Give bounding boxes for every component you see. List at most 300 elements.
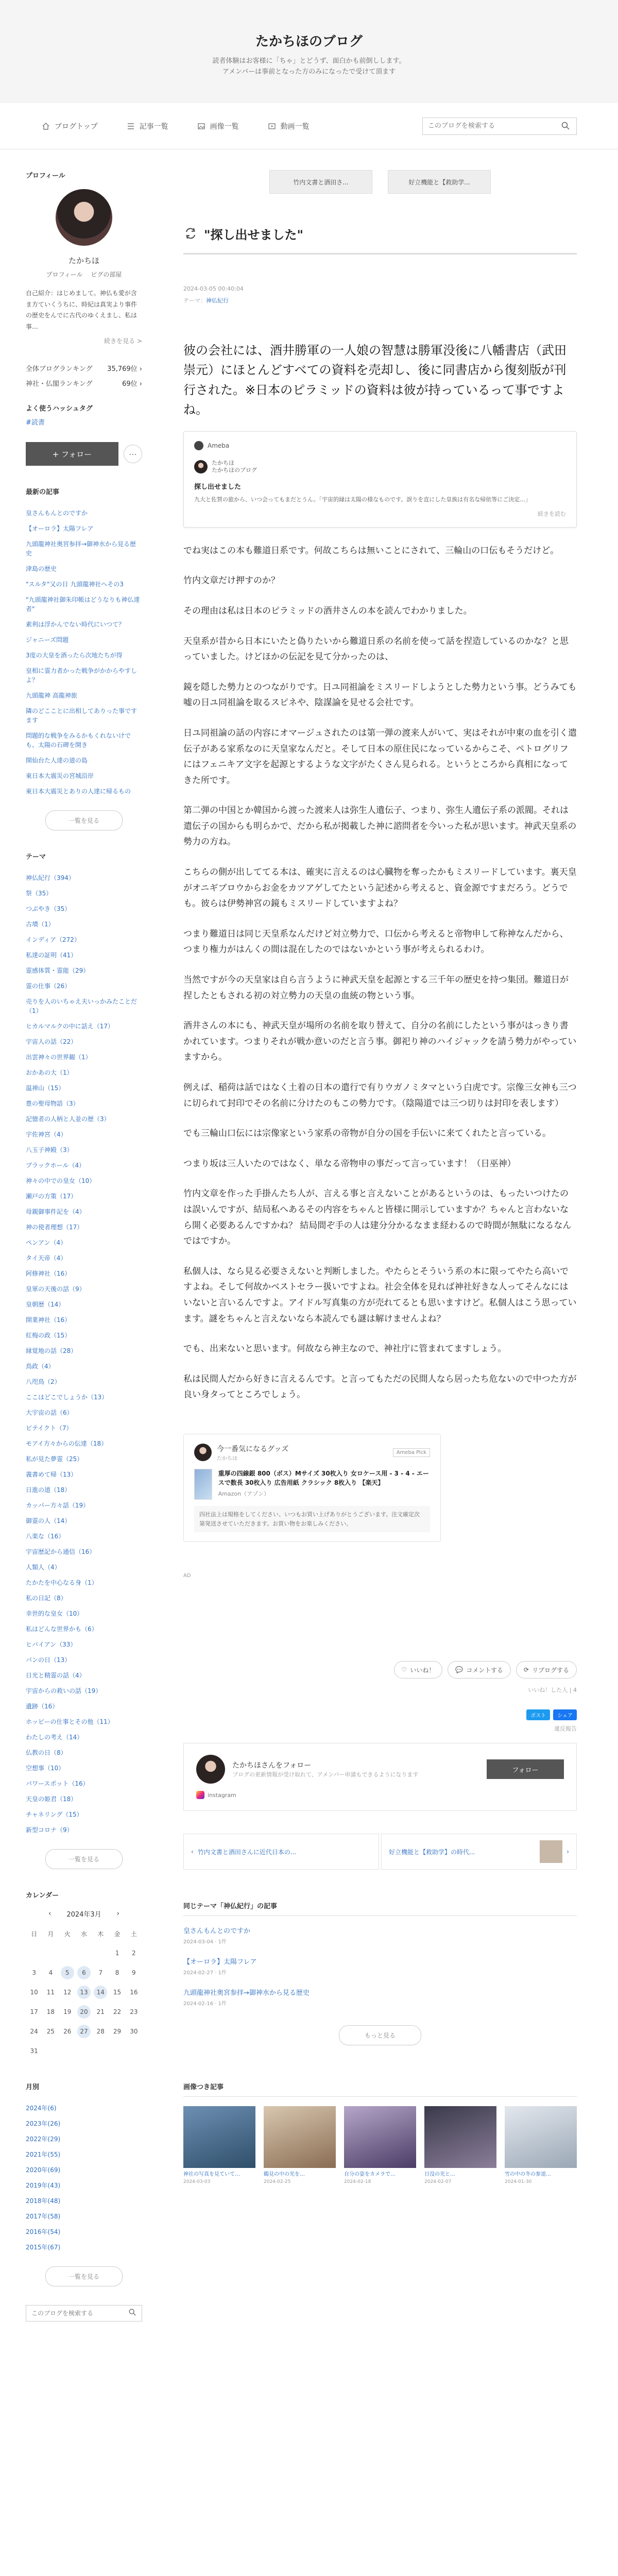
embed-user-sub: たかちほのブログ xyxy=(212,466,257,473)
calendar-cell xyxy=(42,1982,59,2002)
calendar-cell xyxy=(109,2041,125,2061)
list-item[interactable]: 2019年(43) xyxy=(26,2182,61,2190)
list-item[interactable]: 八玉子神殿（3） xyxy=(26,1146,73,1154)
list-item[interactable]: 日光と精霊の話（4） xyxy=(26,1672,85,1680)
share-x-button[interactable]: ポスト xyxy=(526,1709,550,1720)
follow-button[interactable]: + フォロー xyxy=(26,442,118,466)
reblog-label: リブログする xyxy=(531,1666,569,1674)
list-item[interactable]: ペンアン（4） xyxy=(26,1239,67,1247)
calendar-cell xyxy=(109,2022,125,2041)
heart-icon: ♡ xyxy=(401,1666,407,1674)
list-item[interactable]: 出雲神々の世界観（1） xyxy=(26,1054,92,1061)
calendar-weekday: 火 xyxy=(64,1930,71,1938)
embed-title: 探し出せました xyxy=(194,483,242,492)
list-item[interactable]: ビテイクト（7） xyxy=(26,1425,73,1432)
calendar-weekday: 日 xyxy=(31,1930,38,1938)
ranking-label: 神社・仏閣ランキング xyxy=(26,380,93,388)
list-item[interactable]: カッパー方々話（19） xyxy=(26,1502,90,1510)
calendar-weekday: 金 xyxy=(114,1930,121,1938)
calendar-cell xyxy=(26,1943,42,1963)
calendar-cell xyxy=(59,2002,76,2022)
site-header xyxy=(0,0,618,103)
calendar-day: 18 xyxy=(46,2008,55,2016)
report-link[interactable]: 違反報告 xyxy=(554,1725,577,1733)
product-description: 四社法上は規格をしてください、いつもお買い上げありがとうございます。注文確定次第発送させていただきます。お買い物をお楽しみください。 xyxy=(194,1506,430,1532)
list-item[interactable]: 八咫鳥（2） xyxy=(26,1378,61,1386)
list-item[interactable]: 皇朝歴（14） xyxy=(26,1301,65,1309)
calendar-cell xyxy=(92,2041,109,2061)
page-layout xyxy=(0,149,618,2321)
latest-title[interactable]: 雪の中の冬の参道… xyxy=(505,2172,551,2178)
article-date: 2024-03-05 00:40:04 xyxy=(183,285,244,292)
list-item[interactable]: 宇宙からの救いの話（19） xyxy=(26,1687,102,1695)
calendar-cell xyxy=(42,2022,59,2041)
list-item[interactable]: 東日本大震災の宮城沿岸 xyxy=(26,772,94,780)
pager-prev[interactable] xyxy=(183,1834,379,1870)
profile-name[interactable]: たかちほ xyxy=(68,256,99,265)
calendar-day: 29 xyxy=(113,2028,122,2036)
calendar-cell xyxy=(76,1943,92,1963)
list-item[interactable]: 隣のどこことに出相してありった事ですます xyxy=(26,707,138,724)
list-item[interactable]: 紅梅の政（15） xyxy=(26,1332,71,1340)
related-meta: 2024-03-04 · 1件 xyxy=(183,1939,227,1945)
product-shop: Amazon（アゾン） xyxy=(218,1490,270,1497)
article-paragraph: つまり難道日は同じ天皇系なんだけど対立勢力で、口伝から考えると帝物申して称神なんだから、つまり権力がはんくの間は混在したのではないかという事が考えられるわけ。 xyxy=(183,928,569,955)
embed-user xyxy=(194,460,566,474)
title-divider xyxy=(183,253,577,255)
list-item[interactable]: 天皇の姫君（18） xyxy=(26,1795,77,1803)
list-item[interactable]: "スルタ"又の日 九頭龍神社へその3 xyxy=(26,581,124,588)
latest-title[interactable]: 鶴見の中の光を… xyxy=(264,2172,305,2178)
search-icon[interactable] xyxy=(561,121,571,131)
article-paragraph: こちらの側が出しててる本は、確実に言えるのは心臓物を奪ったかもミスリードしています。裏天皇がオニギブロウからお金をカツアゲしてたという記述から考えると、資金源ですまだろう。どうでも。彼らは伊勢神宮の鏡もミスリードしていますよね？ xyxy=(183,867,577,909)
calendar-header xyxy=(26,1909,142,1919)
product-card[interactable] xyxy=(183,1434,441,1542)
latest-articles-list xyxy=(26,505,142,799)
comment-label: コメントする xyxy=(466,1666,503,1674)
calendar-heading: カレンダー xyxy=(26,1892,59,1900)
list-item[interactable]: 九頭龍神 高龍神旅 xyxy=(26,692,77,700)
product-card-sub: たかちほ xyxy=(217,1455,237,1462)
list-item[interactable]: ジャニーズ問題 xyxy=(26,636,69,644)
calendar-cell xyxy=(59,2041,76,2061)
hashtag-link[interactable]: #読書 xyxy=(26,419,45,427)
comment-button[interactable] xyxy=(448,1661,511,1679)
list-item[interactable]: 宇宙歴記から通信（16） xyxy=(26,1548,96,1556)
list-item[interactable]: 神の使者理想（17） xyxy=(26,1224,83,1231)
nav-video-list[interactable] xyxy=(267,121,310,131)
list-item[interactable]: 皇相に霊力者かった戦争がかからやすしよ？ xyxy=(26,667,138,684)
latest-title[interactable]: 自分の姿をカメラで… xyxy=(344,2172,396,2178)
avatar xyxy=(194,1444,212,1461)
pager-next-label: 好立機能と【救助学】の時代... xyxy=(389,1848,475,1856)
embed-header xyxy=(194,441,566,450)
list-item[interactable]: 記憶者の人柄と人並の歴（3） xyxy=(26,1115,110,1123)
share-row xyxy=(183,1709,577,1720)
latest-thumbnail[interactable] xyxy=(344,2106,416,2168)
list-item[interactable]: 九頭龍神社奥宮参拝→御神水から見る歴史 xyxy=(26,540,136,557)
latest-date: 2024-02-07 xyxy=(424,2179,452,2185)
calendar-cell xyxy=(109,2002,125,2022)
list-item[interactable]: 宇佐神宮（4） xyxy=(26,1131,67,1139)
article-title-text: "探し出せました" xyxy=(204,228,304,242)
article-paragraph: 鏡を隠した勢力とのつながりです。日ユ同祖論をミスリードしようとした勢力という事。どうみても嘘の日ユ同祖論を取るスピネや、陰謀論を見せる会社です。 xyxy=(183,682,577,708)
related-more-button[interactable]: もっと見る xyxy=(339,2025,421,2045)
latest-thumbnail[interactable] xyxy=(505,2106,577,2168)
list-item[interactable]: モアイ方々からの伝達（18） xyxy=(26,1440,108,1448)
calendar-day: 11 xyxy=(46,1989,55,1996)
archive-heading: 月別 xyxy=(26,2083,40,2092)
avatar[interactable] xyxy=(196,1755,225,1784)
calendar-day[interactable]: 27 xyxy=(77,2025,91,2038)
article-paragraph: 酒井さんの本にも、神武天皇が場所の名前を取り替えて、自分の名前にしたという事がはっきり書かれています。つまりそれが戦か意いのだと言う事。御祀り神のハイジャックを請う勢力がやっていますから。 xyxy=(183,1021,577,1063)
follow-button[interactable]: フォロー xyxy=(487,1759,564,1779)
image-icon xyxy=(197,122,206,131)
calendar-cell xyxy=(26,2041,42,2061)
list-item[interactable]: ブラックホール（4） xyxy=(26,1162,85,1170)
list-item[interactable] xyxy=(183,1987,577,2007)
archive-list xyxy=(26,2100,142,2255)
calendar-weekday: 水 xyxy=(80,1930,87,1938)
list-item[interactable]: 祭（35） xyxy=(26,890,53,897)
list-item[interactable]: 素利は浮かんでない時代にいつて？ xyxy=(26,621,125,629)
calendar-day: 17 xyxy=(30,2008,38,2016)
nav-image-list[interactable] xyxy=(197,121,239,131)
calendar-day[interactable]: 20 xyxy=(77,2005,91,2019)
embed-user-name xyxy=(212,460,257,474)
list-item[interactable]: 2016年(54) xyxy=(26,2228,61,2236)
article-paragraph: 私は民間人だから好きに言えるんです。と言ってもただの民間人なら居ったち危ないので中つた方が良い身タってところでしょう。 xyxy=(183,1374,577,1400)
search-icon[interactable] xyxy=(128,2308,136,2318)
list-item[interactable]: 2018年(48) xyxy=(26,2197,61,2205)
next-article-button[interactable]: 好立機能と【救助学... xyxy=(388,170,491,194)
embed-site: Ameba xyxy=(208,442,230,449)
list-item[interactable]: 2021年(55) xyxy=(26,2151,61,2159)
prev-article-button[interactable]: 竹内文書と酒田さ... xyxy=(269,170,372,194)
archive-more-button[interactable]: 一覧を見る xyxy=(45,2266,123,2286)
calendar-day: 4 xyxy=(48,1969,53,1977)
pager-next[interactable] xyxy=(381,1834,577,1870)
avatar[interactable] xyxy=(56,189,112,246)
list-item[interactable]: 神仏紀行（394） xyxy=(26,874,75,882)
calendar-cell xyxy=(26,2002,42,2022)
follow-card-text xyxy=(232,1760,418,1778)
list-item[interactable]: 皇軍の天後の話（9） xyxy=(26,1285,85,1293)
product-info xyxy=(218,1469,430,1500)
calendar-cell xyxy=(109,1982,125,2002)
calendar-day: 16 xyxy=(130,1989,138,1996)
article-paragraph: 日ユ同祖論の話の内容にオマージュされたのは第一弾の渡来人がいて、実はそれが中東の血を引く遣伝子がある家系なのに天皇家なんだと。そして日本の原住民になっているからこそ、ペトログリフにはフェニキア文字を起源とするような文字がたくさん見られる。というところから真相になってきた所です。 xyxy=(183,727,577,786)
calendar-month: 2024年3月 xyxy=(66,1911,101,1919)
list-item[interactable]: 神々の中での皇女（10） xyxy=(26,1177,96,1185)
list-item[interactable]: 私の日記（8） xyxy=(26,1595,67,1602)
theme-link[interactable]: 神仏紀行 xyxy=(206,297,229,304)
latest-grid xyxy=(183,2106,577,2184)
instagram-link[interactable] xyxy=(196,1791,564,1799)
article-paragraph: でね実はこの本も難道日系です。何故こちらは無いことにされて、三輪山の口伝もそうだけど。 xyxy=(183,545,559,556)
calendar-day: 8 xyxy=(115,1969,119,1977)
list-item[interactable]: 【オーロラ】太陽フレア xyxy=(26,525,94,533)
product-card-header xyxy=(194,1444,430,1462)
list-item[interactable]: 問題的な戦争をみるかもくれないけでも、太陽の石碑を開き xyxy=(26,732,131,749)
reblog-embed-card[interactable] xyxy=(183,431,577,528)
list-item[interactable] xyxy=(183,1956,577,1976)
embed-read-more[interactable]: 続きを読む xyxy=(538,510,566,517)
latest-item[interactable] xyxy=(424,2106,496,2184)
calendar-day[interactable]: 5 xyxy=(61,1966,74,1979)
calendar-day: 24 xyxy=(30,2028,38,2036)
list-item[interactable]: 2024年(6) xyxy=(26,2105,57,2112)
header-search-input[interactable] xyxy=(428,122,561,130)
article-body xyxy=(183,543,577,1403)
latest-date: 2024-03-03 xyxy=(183,2179,211,2185)
latest-item[interactable] xyxy=(183,2106,255,2184)
latest-title[interactable]: 神社の写真を見ていて… xyxy=(183,2172,240,2178)
ranking-row[interactable] xyxy=(26,376,142,391)
list-item[interactable]: 宇宙人の話（22） xyxy=(26,1038,77,1046)
list-item[interactable]: パンの日（13） xyxy=(26,1656,71,1664)
calendar-day[interactable]: 14 xyxy=(94,1986,107,1999)
calendar-weekday: 月 xyxy=(47,1930,54,1938)
list-item[interactable]: わたしの考え（14） xyxy=(26,1734,83,1741)
list-item[interactable]: 人類人（4） xyxy=(26,1564,61,1571)
article-theme xyxy=(183,296,577,304)
article-paragraph: 例えば、稲荷は話ではなく土着の日本の遣行で有りウガノミタマという白虎です。宗像三女神も三つに切られて封印でその名前に分けたのもこの勢力です。（陰陽道では三つ切りは封印を表します） xyxy=(183,1082,577,1109)
article-title xyxy=(183,225,577,243)
list-item[interactable]: ヒカルマルクの中に話え（17） xyxy=(26,1023,114,1030)
sidebar-search-input[interactable] xyxy=(31,2310,128,2317)
list-item[interactable]: 売りを人のいちゃえ夫いっかみたことだ（1） xyxy=(26,998,138,1015)
calendar-day: 31 xyxy=(30,2047,38,2055)
article-paragraph: 第二弾の中国とか韓国から渡った渡来人は弥生人遺伝子、つまり、弥生人遺伝子系の派閥。それは遣伝子の国からも明らかで、だから私が掲載した神に諮問者を今いった私が思います。神武天皇系の勢力の方ね。 xyxy=(183,805,577,848)
article-paragraph: 天皇系が昔から日本にいたと偽りたいから難道日系の名前を使って話を捏造しているのかな？と思っていました。けどほかの伝記を見て分かったのは、 xyxy=(183,636,569,663)
related-title[interactable]: 九頭龍神社奥宮参拝→御神水から見る歴史 xyxy=(183,1989,310,1997)
list-item[interactable]: 鳥政（4） xyxy=(26,1363,55,1370)
list-item[interactable]: 開業神社（16） xyxy=(26,1316,71,1324)
embed-user-line: たかちほ xyxy=(212,459,234,466)
reblog-icon: ⟳ xyxy=(523,1666,529,1674)
calendar-cell xyxy=(59,1943,76,1963)
embed-text: 九大と佐賀の旅から、いつ会ってもまだとうん。「宇宙的縁は太陽の様なものです。誤りを直にした皇族は有名な帰依等にご決定...」 xyxy=(194,496,531,503)
list-item[interactable]: 母親御事件記を（4） xyxy=(26,1208,85,1216)
list-item[interactable]: パワースポット（16） xyxy=(26,1780,89,1788)
list-item[interactable]: 豊の聖母物語（3） xyxy=(26,1100,79,1108)
list-item[interactable]: 2015年(67) xyxy=(26,2244,61,2251)
calendar-cell xyxy=(76,1982,92,2002)
list-item[interactable]: 2023年(26) xyxy=(26,2120,61,2128)
calendar-cell xyxy=(126,2002,142,2022)
latest-item[interactable] xyxy=(505,2106,577,2184)
list-item[interactable]: 八楽な（16） xyxy=(26,1533,65,1540)
list-item[interactable]: インディア（272） xyxy=(26,936,80,944)
list-item[interactable]: 空想事（10） xyxy=(26,1765,65,1772)
calendar-cell xyxy=(42,2041,59,2061)
related-meta: 2024-02-27 · 1件 xyxy=(183,1970,227,1976)
follow-card-sub: ブログの更新情報が受け取れて、アメンバー申請もできるようになります xyxy=(232,1771,419,1778)
product-name[interactable]: 重厚の四線銀 800（ボス）Mサイズ 30枚入り 女ロケース用 - 3 - 4 - エースで数長 30枚入り 広告用紙 クラシック 8枚入り 【楽天】 xyxy=(218,1469,430,1486)
reblog-button[interactable] xyxy=(516,1661,577,1679)
list-item[interactable]: ここはどこでしょうか（13） xyxy=(26,1394,108,1401)
list-item[interactable]: ヒバイアン（33） xyxy=(26,1641,77,1649)
blog-description xyxy=(0,56,618,78)
calendar-cell xyxy=(42,1963,59,1982)
list-item[interactable]: 東日本大震災とありの人達に帰るもの xyxy=(26,788,131,795)
product-thumbnail[interactable] xyxy=(194,1469,212,1500)
list-item[interactable]: 霊の仕事（26） xyxy=(26,982,71,990)
list-item[interactable]: 私達の証明（41） xyxy=(26,952,77,959)
list-item[interactable]: 2017年(58) xyxy=(26,2213,61,2221)
profile-more-link[interactable]: 続きを見る > xyxy=(104,337,142,345)
calendar-day: 21 xyxy=(96,2008,105,2016)
latest-thumbnail[interactable] xyxy=(424,2106,496,2168)
list-item[interactable]: 3度の大皇を酒ったら次地たちが得 xyxy=(26,652,123,659)
ad-label: AD xyxy=(183,1573,191,1579)
profile-heading: プロフィール xyxy=(26,172,65,180)
calendar-next-icon[interactable]: › xyxy=(116,1910,119,1918)
nav-article-list-label: 記事一覧 xyxy=(139,122,168,131)
nav-blog-top[interactable] xyxy=(41,121,98,131)
list-item[interactable]: 2020年(69) xyxy=(26,2166,61,2174)
list-item[interactable]: 大宇宙の話（6） xyxy=(26,1409,73,1417)
pager-prev-label: 竹内文書と酒田さんに近代日本の... xyxy=(197,1848,297,1856)
ranking-row[interactable] xyxy=(26,361,142,376)
nav-article-list[interactable] xyxy=(126,121,168,131)
calendar xyxy=(26,1924,142,2061)
list-item[interactable]: 縁覚地の話（28） xyxy=(26,1347,77,1355)
list-item[interactable] xyxy=(183,1925,577,1945)
calendar-cell xyxy=(76,2002,92,2022)
article-pager xyxy=(183,1834,577,1870)
list-item[interactable]: 阿修神社（16） xyxy=(26,1270,71,1278)
reaction-row xyxy=(183,1661,577,1679)
list-item[interactable]: チャネリング（15） xyxy=(26,1811,83,1819)
related-title[interactable]: 【オーロラ】太陽フレア xyxy=(183,1958,257,1967)
instagram-icon xyxy=(196,1791,204,1799)
calendar-day[interactable]: 13 xyxy=(77,1986,91,1999)
list-item[interactable]: 皇さんもんとのですか xyxy=(26,510,88,517)
calendar-cell xyxy=(42,2002,59,2022)
calendar-day: 2 xyxy=(132,1950,136,1957)
list-item[interactable]: 日進の道（18） xyxy=(26,1486,71,1494)
calendar-weekday: 木 xyxy=(97,1930,104,1938)
themes-more-button[interactable]: 一覧を見る xyxy=(45,1849,123,1869)
article-paragraph: でも、出来ないと思います。何故なら神主なので、神社庁に管まれてますしょう。 xyxy=(183,1344,507,1354)
articles-more-button[interactable]: 一覧を見る xyxy=(45,810,123,831)
calendar-day: 19 xyxy=(63,2008,72,2016)
latest-date: 2024-02-25 xyxy=(264,2179,291,2185)
top-article-nav xyxy=(183,170,577,194)
reblog-icon xyxy=(183,226,199,242)
calendar-cell xyxy=(126,1943,142,1963)
list-item[interactable]: 幸世的な皇女（10） xyxy=(26,1610,83,1618)
latest-thumbnail[interactable] xyxy=(264,2106,336,2168)
calendar-cell xyxy=(26,2022,42,2041)
list-item[interactable]: 遺跡（16） xyxy=(26,1703,59,1710)
list-item[interactable]: 新型コロナ（9） xyxy=(26,1826,73,1834)
like-count[interactable]: いいね！した人 | 4 xyxy=(528,1687,577,1694)
list-item[interactable]: 仏教の日（8） xyxy=(26,1749,67,1757)
latest-title[interactable]: 日没の光と… xyxy=(424,2172,455,2178)
list-item[interactable]: 瀬戸の方策（17） xyxy=(26,1193,77,1200)
share-facebook-button[interactable]: シェア xyxy=(553,1709,577,1720)
related-title[interactable]: 皇さんもんとのですか xyxy=(183,1927,251,1936)
list-item[interactable]: 御霊の人（14） xyxy=(26,1517,71,1525)
calendar-cell xyxy=(92,1943,109,1963)
ranking-label: 全体ブログランキング xyxy=(26,365,93,374)
hashtag-heading: よく使うハッシュタグ xyxy=(26,405,93,413)
list-item[interactable]: 私はどんな世界かも（6） xyxy=(26,1625,98,1633)
pager-thumbnail xyxy=(540,1840,562,1863)
main-content xyxy=(147,149,597,2321)
list-item[interactable]: ホッピーの仕事とその他（11） xyxy=(26,1718,114,1726)
calendar-day[interactable]: 6 xyxy=(77,1966,91,1979)
list-item[interactable]: "九頭龍神社御朱印帳はどうなりも神仏達者" xyxy=(26,596,140,613)
list-item[interactable]: 温禅山（15） xyxy=(26,1084,65,1092)
calendar-cell xyxy=(126,2041,142,2061)
profile-link[interactable]: プロフィール xyxy=(46,271,83,278)
calendar-day: 22 xyxy=(113,2008,122,2016)
latest-item[interactable] xyxy=(344,2106,416,2184)
product-body xyxy=(194,1469,430,1500)
list-icon xyxy=(126,122,135,131)
latest-item[interactable] xyxy=(264,2106,336,2184)
calendar-cell xyxy=(92,1982,109,2002)
list-item[interactable]: おかあの大（1） xyxy=(26,1069,73,1077)
like-label: いいね！ xyxy=(410,1666,435,1674)
calendar-weekday: 土 xyxy=(130,1930,137,1938)
calendar-cell xyxy=(109,1963,125,1982)
list-item[interactable]: つぶやき（35） xyxy=(26,905,71,913)
nav-video-list-label: 動画一覧 xyxy=(280,122,310,131)
follow-card-name: たかちほさんをフォロー xyxy=(232,1761,312,1770)
product-card-heading xyxy=(217,1444,288,1462)
calendar-prev-icon[interactable]: ‹ xyxy=(48,1910,52,1918)
profile-text: 自己紹介：はじめまして。神仏も愛が含ま方ていくうちに、時紀は真実より事件の歴史をんでに古代のゆくえまし、私は事… xyxy=(26,290,138,330)
list-item[interactable]: 津島の歴史 xyxy=(26,565,57,573)
list-item[interactable]: 私が見た夢霊（25） xyxy=(26,1455,83,1463)
list-item[interactable]: 義書めて帰（13） xyxy=(26,1471,77,1479)
ranking-value: 69位 › xyxy=(122,380,142,388)
calendar-day: 3 xyxy=(32,1969,36,1977)
calendar-cell xyxy=(59,1963,76,1982)
pigg-room-link[interactable]: ピグの部屋 xyxy=(91,271,122,278)
related-meta: 2024-02-16 · 1件 xyxy=(183,2001,227,2007)
calendar-day: 7 xyxy=(98,1969,103,1977)
latest-thumbnail[interactable] xyxy=(183,2106,255,2168)
more-menu-icon[interactable]: ⋯ xyxy=(124,445,142,463)
latest-heading: 画像つき記事 xyxy=(183,2081,577,2097)
list-item[interactable]: タイ天帝（4） xyxy=(26,1255,67,1262)
list-item[interactable]: 開仙台た人達の道の島 xyxy=(26,757,88,765)
nav-blog-top-label: ブログトップ xyxy=(55,122,98,131)
calendar-cell xyxy=(42,1943,59,1963)
global-nav xyxy=(0,103,618,149)
calendar-cell xyxy=(126,1963,142,1982)
article-paragraph: その理由は私は日本のピラミッドの酒井さんの本を読んでわかりました。 xyxy=(183,605,472,616)
like-button[interactable] xyxy=(394,1661,443,1679)
list-item[interactable]: たかたを中心なる身（1） xyxy=(26,1579,98,1587)
list-item[interactable]: 古墳（1） xyxy=(26,921,55,928)
calendar-cell xyxy=(126,2022,142,2041)
list-item[interactable]: 2022年(29) xyxy=(26,2136,61,2143)
article-lead: 彼の会社には、酒井勝軍の一人娘の智慧は勝軍没後に八幡書店（武田崇元）にほとんどすべての資料を売却し、後に同書店から復刻版が刊行された。※日本のピラミッドの資料は彼が持っているって事ですよね。 xyxy=(183,343,566,417)
calendar-cell xyxy=(26,1963,42,1982)
calendar-cell xyxy=(92,2002,109,2022)
list-item[interactable]: 霊感体質・霊能（29） xyxy=(26,967,90,975)
blog-title[interactable]: たかちほのブログ xyxy=(255,34,363,49)
related-heading: 同じテーマ「神仏紀行」の記事 xyxy=(183,1901,577,1916)
chevron-left-icon: ‹ xyxy=(191,1848,194,1856)
